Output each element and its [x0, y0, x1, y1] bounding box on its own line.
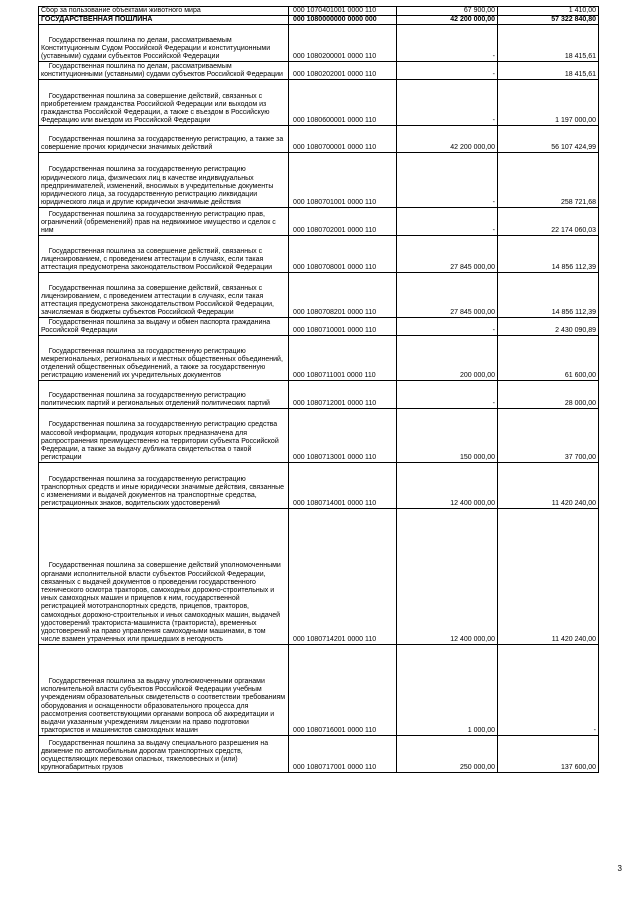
row-code-cell: 000 1080710001 0000 110 — [289, 318, 397, 336]
table-row — [39, 736, 599, 773]
row-plan-cell: 27 845 000,00 — [397, 236, 498, 273]
row-code-cell: 000 1080600001 0000 110 — [289, 80, 397, 126]
row-fact-cell: 14 856 112,39 — [498, 273, 599, 318]
table-row — [39, 509, 599, 645]
table-row — [39, 7, 599, 16]
row-code-cell: 000 1080711001 0000 110 — [289, 336, 397, 381]
row-code-cell: 000 1080000000 0000 000 — [289, 16, 397, 25]
row-fact-cell: - — [498, 645, 599, 736]
table-row — [39, 236, 599, 273]
row-plan-cell: 67 900,00 — [397, 7, 498, 16]
row-plan-cell: 250 000,00 — [397, 736, 498, 773]
revenue-table — [38, 6, 599, 773]
row-plan-cell: - — [397, 62, 498, 80]
row-code-cell: 000 1080713001 0000 110 — [289, 409, 397, 463]
row-plan-cell: 12 400 000,00 — [397, 509, 498, 645]
row-code-cell: 000 1080702001 0000 110 — [289, 208, 397, 236]
table-row — [39, 318, 599, 336]
row-plan-cell: - — [397, 153, 498, 208]
row-name-cell: ГОСУДАРСТВЕННАЯ ПОШЛИНА — [39, 16, 289, 25]
table-row — [39, 62, 599, 80]
row-name-cell: Государственная пошлина по делам, рассматриваемым Конституционным Судом Российской Федерации и конституционными (уставными) судами субъектов Российской Федерации — [39, 25, 289, 62]
row-fact-cell: 11 420 240,00 — [498, 509, 599, 645]
row-plan-cell: - — [397, 25, 498, 62]
row-fact-cell: 258 721,68 — [498, 153, 599, 208]
table-row — [39, 126, 599, 153]
row-fact-cell: 37 700,00 — [498, 409, 599, 463]
row-name-cell: Государственная пошлина за государственную регистрацию средства массовой информации, продукция которых предназначена для распространения преимущественно на территории субъекта Российской Федерации, а также за выдачу дубликата свидетельства о такой регистрации — [39, 409, 289, 463]
row-code-cell: 000 1080714201 0000 110 — [289, 509, 397, 645]
row-fact-cell: 2 430 090,89 — [498, 318, 599, 336]
row-fact-cell: 14 856 112,39 — [498, 236, 599, 273]
row-plan-cell: 42 200 000,00 — [397, 126, 498, 153]
row-name-cell: Государственная пошлина за выдачу специального разрешения на движение по автомобильным дорогам транспортных средств, осуществляющих перевозки опасных, тяжеловесных и (или) крупногабаритных грузов — [39, 736, 289, 773]
row-fact-cell: 57 322 840,80 — [498, 16, 599, 25]
row-fact-cell: 61 600,00 — [498, 336, 599, 381]
row-plan-cell: - — [397, 381, 498, 409]
row-plan-cell: 150 000,00 — [397, 409, 498, 463]
table-row — [39, 153, 599, 208]
row-fact-cell: 11 420 240,00 — [498, 463, 599, 509]
row-plan-cell: - — [397, 318, 498, 336]
row-code-cell: 000 1080701001 0000 110 — [289, 153, 397, 208]
row-code-cell: 000 1080200001 0000 110 — [289, 25, 397, 62]
row-name-cell: Государственная пошлина за выдачу уполномоченными органами исполнительной власти субъектов Российской Федерации учебным учреждениям образовательных свидетельств о соответствии требованиям оборудования и оснащенности образовательного процесса для рассмотрения соответствующими органами вопроса об аккредитации и выдачи указанным учреждениям лицензии на право подготовки трактористов и машинистов самоходных машин — [39, 645, 289, 736]
row-plan-cell: - — [397, 80, 498, 126]
row-fact-cell: 56 107 424,99 — [498, 126, 599, 153]
row-name-cell: Государственная пошлина за государственную регистрацию транспортных средств и иные юридически значимые действия, связанные с изменениями и выдачей документов на транспортные средства, регистрационных знаков, водительских удостоверений — [39, 463, 289, 509]
row-name-cell: Государственная пошлина за выдачу и обмен паспорта гражданина Российской Федерации — [39, 318, 289, 336]
row-code-cell: 000 1080712001 0000 110 — [289, 381, 397, 409]
table-row — [39, 645, 599, 736]
row-plan-cell: 42 200 000,00 — [397, 16, 498, 25]
row-name-cell: Государственная пошлина за совершение действий, связанных с лицензированием, с проведением аттестации в случаях, если такая аттестация предусмотрена законодательством Российской Федерации — [39, 236, 289, 273]
row-plan-cell: 12 400 000,00 — [397, 463, 498, 509]
revenue-table-page — [38, 6, 598, 773]
row-fact-cell: 28 000,00 — [498, 381, 599, 409]
table-row — [39, 80, 599, 126]
table-row — [39, 381, 599, 409]
row-name-cell: Государственная пошлина за совершение действий, связанных с приобретением гражданства Российской Федерации или выходом из гражданства Российской Федерации, а также с въездом в Российскую Федерацию или выездом из Российской Федерации — [39, 80, 289, 126]
row-fact-cell: 1 197 000,00 — [498, 80, 599, 126]
row-fact-cell: 22 174 060,03 — [498, 208, 599, 236]
row-code-cell: 000 1080700001 0000 110 — [289, 126, 397, 153]
row-code-cell: 000 1080717001 0000 110 — [289, 736, 397, 773]
row-fact-cell: 18 415,61 — [498, 62, 599, 80]
table-row — [39, 208, 599, 236]
row-name-cell: Государственная пошлина за совершение действий уполномоченными органами исполнительной власти субъектов Российской Федерации, связанных с выдачей документов о проведении государственного технического осмотра тракторов, самоходных дорожно-строительных и иных самоходных машин и прицепов к ним, государственной регистрацией мототранспортных средств, прицепов, тракторов, самоходных дорожно-строительных и иных самоходных машин, выдачей удостоверений тракториста-машиниста (тракториста), временных удостоверений на право управления самоходными машинами, в том числе взамен утраченных или пришедших в негодность — [39, 509, 289, 645]
revenue-table-body — [39, 7, 599, 773]
row-name-cell: Государственная пошлина за государственную регистрацию, а также за совершение прочих юридически значимых действий — [39, 126, 289, 153]
row-code-cell: 000 1080708001 0000 110 — [289, 236, 397, 273]
table-row — [39, 409, 599, 463]
table-row — [39, 16, 599, 25]
row-fact-cell: 18 415,61 — [498, 25, 599, 62]
row-fact-cell: 1 410,00 — [498, 7, 599, 16]
row-name-cell: Государственная пошлина за государственную регистрацию политических партий и региональных отделений политических партий — [39, 381, 289, 409]
page-number: 3 — [617, 864, 622, 873]
row-code-cell: 000 1080708201 0000 110 — [289, 273, 397, 318]
row-name-cell: Государственная пошлина за государственную регистрацию прав, ограничений (обременений) прав на недвижимое имущество и сделок с ним — [39, 208, 289, 236]
table-row — [39, 463, 599, 509]
table-row — [39, 336, 599, 381]
row-name-cell: Государственная пошлина за государственную регистрацию юридического лица, физических лиц в качестве индивидуальных предпринимателей, изменений, вносимых в учредительные документы юридического лица, за государственную регистрацию ликвидации юридического лица и другие юридически значимые действия — [39, 153, 289, 208]
row-fact-cell: 137 600,00 — [498, 736, 599, 773]
row-name-cell: Государственная пошлина за совершение действий, связанных с лицензированием, с проведением аттестации в случаях, если такая аттестация предусмотрена законодательством Российской Федерации, зачисляемая в бюджеты субъектов Российской Федерации — [39, 273, 289, 318]
row-code-cell: 000 1080202001 0000 110 — [289, 62, 397, 80]
table-row — [39, 273, 599, 318]
row-name-cell: Сбор за пользование объектами животного мира — [39, 7, 289, 16]
table-row — [39, 25, 599, 62]
row-name-cell: Государственная пошлина за государственную регистрацию межрегиональных, региональных и местных общественных объединений, отделений общественных объединений, а также за государственную регистрацию изменений их учредительных документов — [39, 336, 289, 381]
row-code-cell: 000 1080714001 0000 110 — [289, 463, 397, 509]
row-plan-cell: 200 000,00 — [397, 336, 498, 381]
row-name-cell: Государственная пошлина по делам, рассматриваемым конституционными (уставными) судами субъектов Российской Федерации — [39, 62, 289, 80]
row-plan-cell: 27 845 000,00 — [397, 273, 498, 318]
row-plan-cell: - — [397, 208, 498, 236]
row-code-cell: 000 1070401001 0000 110 — [289, 7, 397, 16]
row-plan-cell: 1 000,00 — [397, 645, 498, 736]
row-code-cell: 000 1080716001 0000 110 — [289, 645, 397, 736]
